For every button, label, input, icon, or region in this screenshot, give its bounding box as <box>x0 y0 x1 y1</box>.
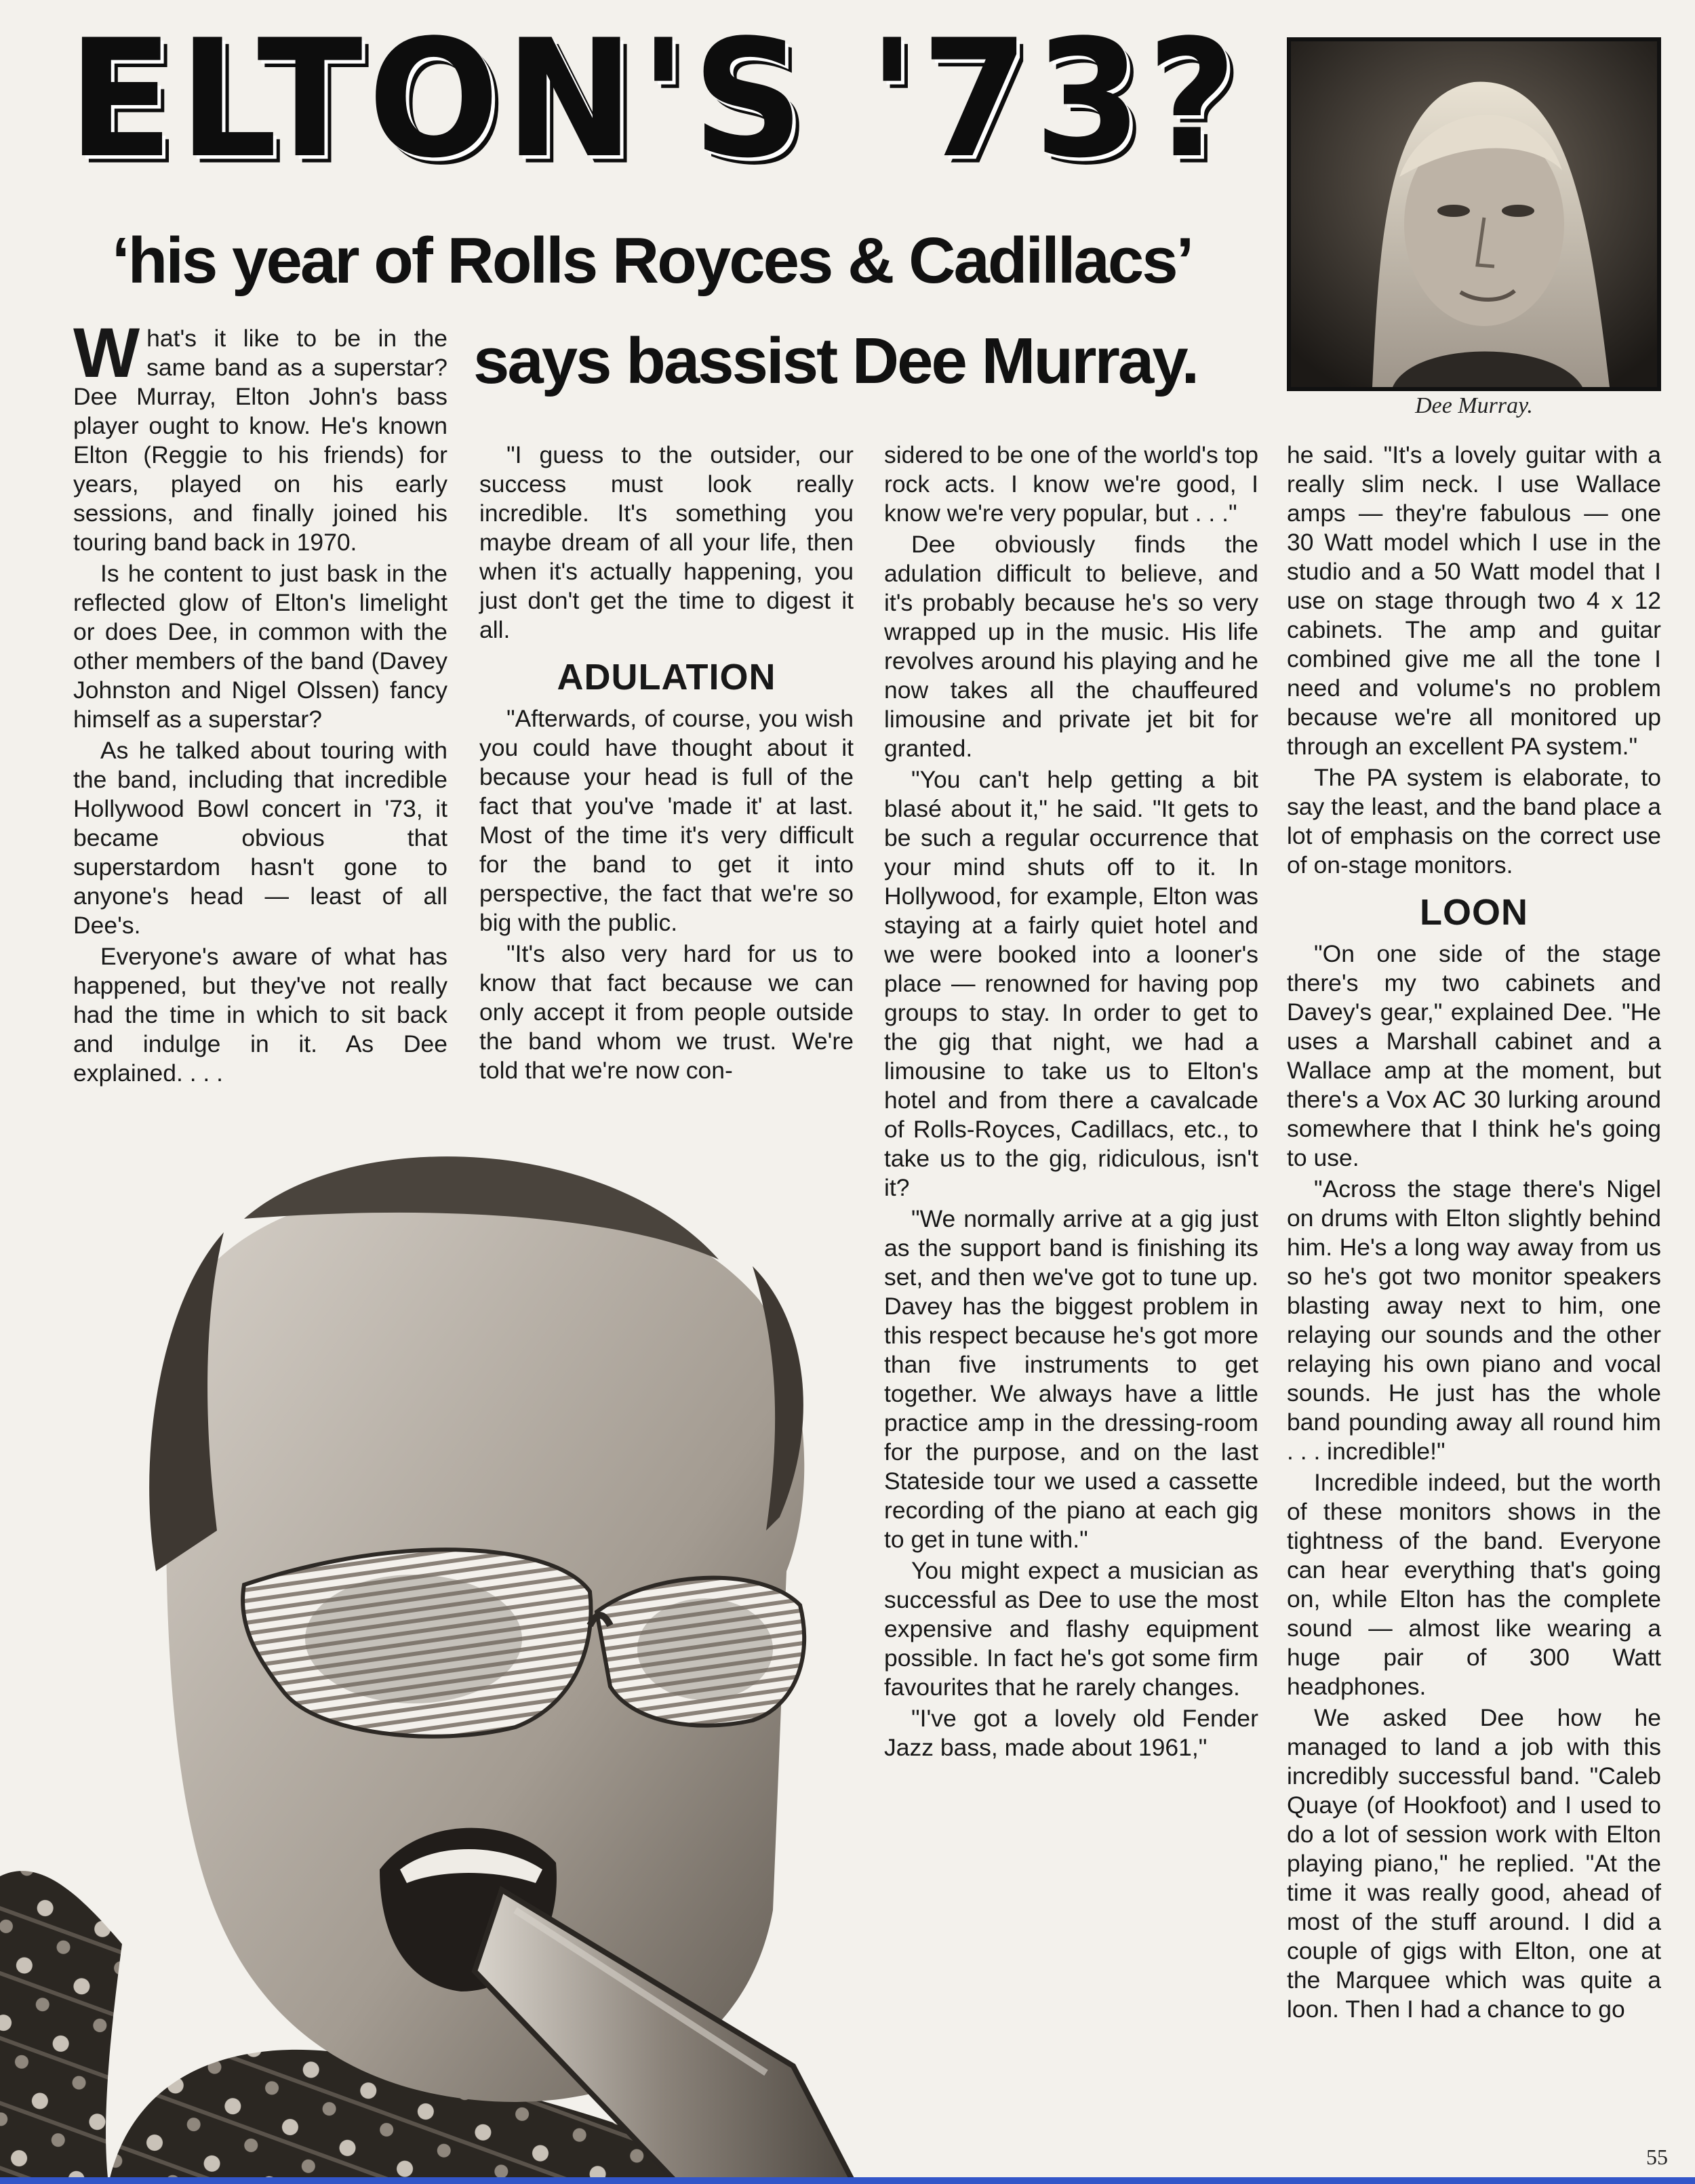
deck-line-1: ‘his year of Rolls Royces & Cadillacs’ <box>112 224 1193 297</box>
paragraph: sidered to be one of the world's top rock acts. I know we're good, I know we're very popular, but . . ." <box>884 441 1258 527</box>
paragraph: "On one side of the stage there's my two cabinets and Davey's gear," explained Dee. "He uses a Marshall cabinet and a Wallace amp at the moment, but there's a Vox AC 30 lurking around somewhere that I think he's going to use. <box>1287 940 1661 1171</box>
paragraph: "We normally arrive at a gig just as the support band is finishing its set, and then we've got to tune up. Davey has the biggest problem in this respect because he's got more than five instruments to get together. We always have a little practice amp in the dressing-room for the purpose, and on the last Stateside tour we used a cassette recording of the piano at each gig to get in tune with." <box>884 1205 1258 1553</box>
paragraph: Dee obviously finds the adulation difficult to believe, and it's probably because he's so very wrapped up in the music. His life revolves around his playing and he now takes all the chauffeured limousine and private jet bit for granted. <box>884 531 1258 762</box>
lead-paragraph: What's it like to be in the same band as a superstar? Dee Murray, Elton John's bass player ought to know. He's known Elton (Reggie to his friends) for years, played on his early sessions, and finally joined his touring band back in 1970. <box>73 314 447 556</box>
subhead-adulation: ADULATION <box>557 657 776 697</box>
paragraph: As he talked about touring with the band, including that incredible Hollywood Bowl concert in '73, it became obvious that superstardom hasn't gone to anyone's head — least of all Dee's. <box>73 737 447 939</box>
paragraph: You might expect a musician as successful as Dee to use the most expensive and flashy equipment possible. In fact he's got some firm favourites that he rarely changes. <box>884 1557 1258 1701</box>
paragraph: Everyone's aware of what has happened, but they've not really had the time in which to sit back and indulge in it. As Dee explained. . . . <box>73 943 447 1087</box>
paragraph: "I guess to the outsider, our success must look really incredible. It's something you maybe dream of all your life, then when it's actually happening, you just don't get the time to digest it all. <box>479 441 854 643</box>
deck-line-2: says bassist Dee Murray. <box>473 325 1198 397</box>
article-column-1 <box>73 314 447 1090</box>
paragraph: We asked Dee how he managed to land a job with this incredibly successful band. "Caleb Quaye (of Hookfoot) and I used to do a lot of session work with Elton playing piano," he replied. "At the time it was really good, ahead of most of the stuff around. I did a couple of gigs with Elton, one at the Marquee which was quite a loon. Then I had a chance to go <box>1287 1704 1661 2023</box>
paragraph: Is he content to just bask in the reflected glow of Elton's limelight or does Dee, in common with the other members of the band (Davey Johnston and Nigel Olssen) fancy himself as a superstar? <box>73 560 447 733</box>
article-column-4 <box>1287 441 1661 2026</box>
portrait-caption: Dee Murray. <box>1415 393 1533 418</box>
headline: ELTON'S '73? <box>68 4 1243 194</box>
paragraph: "Afterwards, of course, you wish you could have thought about it because your head is full of the fact that you've 'made it' at last. Most of the time it's very difficult for the band to get it into perspective, the fact that we're so big with the public. <box>479 705 854 936</box>
elton-john-photo <box>0 1097 1275 2184</box>
paragraph: "It's also very hard for us to know that fact because we can only accept it from people outside the band whom we trust. We're told that we're now con- <box>479 940 854 1084</box>
dee-murray-portrait <box>1287 37 1661 391</box>
paragraph: "You can't help getting a bit blasé about it," he said. "It gets to be such a regular occurrence that your mind shuts off to it. In Hollywood, for example, Elton was staying at a fairly quiet hotel and we were booked into a looner's place — renowned for having pop groups to stay. In order to get to the gig that night, we had a limousine to take us to Elton's hotel and from there a cavalcade of Rolls-Royces, Cadillacs, etc., to take us to the gig, ridiculous, isn't it? <box>884 766 1258 1201</box>
paragraph: "Across the stage there's Nigel on drums with Elton slightly behind him. He's a long way away from us so he's got two monitor speakers blasting away next to him, one relaying our sounds and the other relaying his own piano and vocal sounds. He just has the whole band pounding away all round him . . . incredible!" <box>1287 1175 1661 1465</box>
paragraph: he said. "It's a lovely guitar with a really slim neck. I use Wallace amps — they're fabulous — one 30 Watt model which I use in the studio and a 50 Watt model that I use on stage through two 4 x 12 cabinets. The amp and guitar combined give me all the tone I need and volume's no problem because we're all monitored up through an excellent PA system." <box>1287 441 1661 760</box>
paragraph: The PA system is elaborate, to say the least, and the band place a lot of emphasis on the correct use of on-stage monitors. <box>1287 764 1661 878</box>
scan-edge <box>0 2177 1695 2184</box>
paragraph: Incredible indeed, but the worth of these monitors shows in the tightness of the band. Everyone can hear everything that's going on, while Elton has the complete sound — almost like wearing a huge pair of 300 Watt headphones. <box>1287 1469 1661 1700</box>
article-column-2 <box>479 441 854 1087</box>
drop-cap: W <box>73 314 140 392</box>
paragraph: "I've got a lovely old Fender Jazz bass, made about 1961," <box>884 1705 1258 1761</box>
page-number: 55 <box>1646 2145 1668 2169</box>
subhead-loon: LOON <box>1420 892 1528 933</box>
